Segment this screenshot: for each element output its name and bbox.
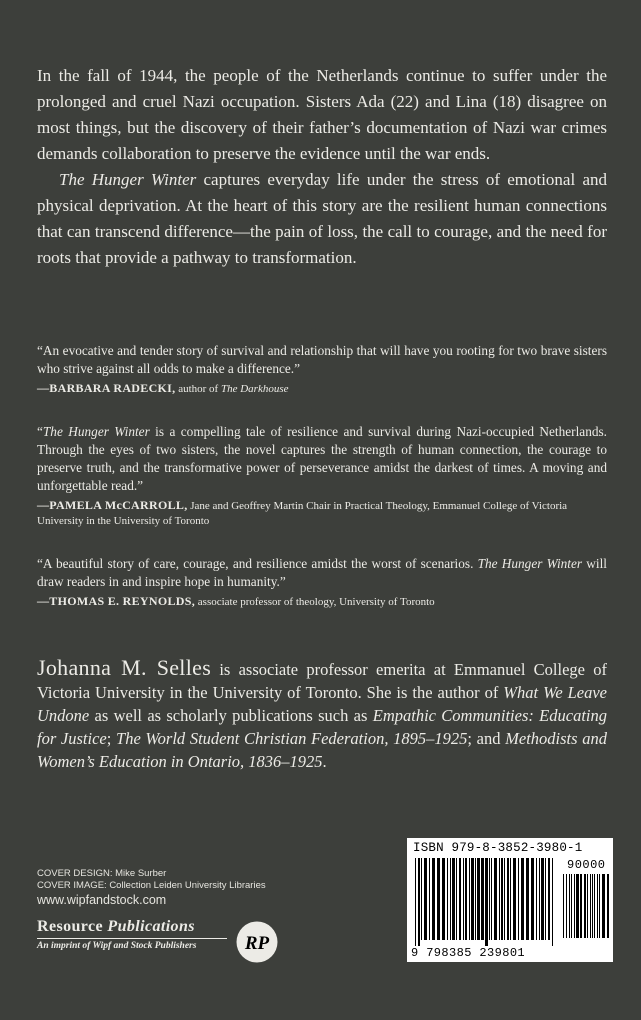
barcode-bar bbox=[421, 858, 422, 940]
barcode-bar bbox=[510, 858, 511, 940]
author-bio bbox=[37, 656, 607, 773]
price-code: 90000 bbox=[567, 858, 606, 872]
bio-publication-title: The World Student Christian Federation, 1895–1925 bbox=[116, 729, 468, 748]
barcode-bar bbox=[548, 858, 550, 940]
bio-book-title: What We Leave Undone bbox=[37, 683, 607, 725]
endorser-affiliation: author of bbox=[175, 383, 221, 395]
barcode-bar bbox=[475, 858, 476, 940]
imprint-name: Wipf and Stock Publishers bbox=[92, 941, 197, 951]
endorsement-text bbox=[37, 423, 607, 495]
barcode-bar bbox=[447, 858, 448, 940]
barcode-bar bbox=[552, 858, 553, 946]
barcode-bar bbox=[571, 874, 572, 938]
barcode-bar bbox=[566, 874, 567, 938]
isbn-barcode bbox=[407, 838, 613, 962]
barcode-bar bbox=[463, 858, 464, 940]
publisher-imprint bbox=[37, 918, 237, 951]
barcode-bar bbox=[597, 874, 598, 938]
blurb-paragraph-1: In the fall of 1944, the people of the Netherlands continue to suffer under the prolonged and cruel Nazi occupation. Sisters Ada (22) and Lina (18) disagree on most things, but the discovery of their father’s documentation of Nazi war crimes demands collaboration to preserve the evidence until the war ends. bbox=[37, 66, 607, 163]
barcode-bar bbox=[594, 874, 595, 938]
bio-text: ; bbox=[106, 729, 117, 748]
barcode-bar bbox=[485, 858, 488, 946]
barcode-bar bbox=[599, 874, 600, 938]
barcode-bar bbox=[584, 874, 586, 938]
barcode-bar bbox=[576, 874, 579, 938]
book-title: The Hunger Winter bbox=[59, 170, 197, 189]
barcode-bar bbox=[471, 858, 474, 940]
isbn-label: ISBN 979-8-3852-3980-1 bbox=[413, 841, 583, 855]
endorsement-body: will draw readers in and inspire hope in humanity.” bbox=[37, 556, 607, 589]
barcode-bar bbox=[477, 858, 480, 940]
barcode-bar bbox=[513, 858, 516, 940]
endorser-affiliation: Jane and Geoffrey Martin Chair in Practical Theology, Emmanuel College of Victoria University in the University of Toronto bbox=[37, 500, 568, 527]
logo-text: RP bbox=[244, 933, 270, 954]
barcode-bar bbox=[469, 858, 470, 940]
endorser-name: —BARBARA RADECKI, bbox=[37, 381, 176, 395]
barcode-bar bbox=[437, 858, 440, 940]
back-cover-blurb bbox=[37, 63, 607, 271]
endorser-name: —PAMELA McCARROLL, bbox=[37, 498, 188, 512]
bio-text: . bbox=[322, 752, 327, 771]
barcode-bar bbox=[518, 858, 519, 940]
endorsement-attribution bbox=[37, 498, 607, 529]
barcode-bar bbox=[607, 874, 609, 938]
barcode-bar bbox=[418, 858, 420, 946]
barcode-bar bbox=[580, 874, 582, 938]
barcode-bar bbox=[526, 858, 529, 940]
barcode-bar bbox=[602, 874, 605, 938]
barcode-bar bbox=[587, 874, 588, 938]
barcode-bar bbox=[489, 858, 490, 940]
ean13-barcode bbox=[415, 858, 555, 946]
barcode-bar bbox=[442, 858, 445, 940]
blurb-paragraph-2 bbox=[37, 167, 607, 271]
imprint-line bbox=[37, 941, 237, 951]
endorser-name: —THOMAS E. REYNOLDS, bbox=[37, 594, 196, 608]
endorsement-attribution bbox=[37, 594, 607, 610]
endorsement-reynolds bbox=[37, 555, 607, 610]
price-barcode bbox=[563, 874, 609, 944]
barcode-bar bbox=[459, 858, 461, 940]
barcode-bar bbox=[424, 858, 427, 940]
barcode-bar bbox=[481, 858, 484, 940]
barcode-bar bbox=[465, 858, 467, 940]
barcode-bar bbox=[531, 858, 534, 940]
publisher-name-plain: Resource bbox=[37, 918, 108, 935]
barcode-bar bbox=[491, 858, 492, 940]
isbn-digits: 9 798385 239801 bbox=[411, 946, 526, 960]
bio-publication-title: Methodists and Women’s Education in Ontario, 1836–1925 bbox=[37, 729, 607, 771]
imprint-prefix: An imprint of bbox=[37, 941, 93, 951]
barcode-bar bbox=[501, 858, 503, 940]
barcode-bar bbox=[499, 858, 500, 940]
endorsement-attribution bbox=[37, 381, 607, 397]
bio-text: as well as scholarly publications such as bbox=[89, 706, 373, 725]
author-name: Johanna M. Selles bbox=[37, 655, 212, 680]
endorser-book-title: The Darkhouse bbox=[220, 383, 289, 395]
barcode-bar bbox=[432, 858, 435, 940]
endorsement-radecki bbox=[37, 342, 607, 397]
barcode-bar bbox=[521, 858, 524, 940]
open-quote: “ bbox=[37, 424, 43, 439]
barcode-bar bbox=[450, 858, 451, 940]
publisher-name-italic: Publications bbox=[107, 918, 195, 935]
barcode-bar bbox=[507, 858, 509, 940]
bio-text: is associate professor emerita at Emmanuel College of Victoria University in the University of Toronto. She is the author of bbox=[37, 660, 607, 702]
bio-publication-title: Empathic Communities: Educating for Justice bbox=[37, 706, 608, 748]
barcode-bar bbox=[541, 858, 544, 940]
endorsement-body-start: “A beautiful story of care, courage, and resilience amidst the worst of scenarios. bbox=[37, 556, 478, 571]
cover-design-credit: COVER DESIGN: Mike Surber bbox=[37, 868, 167, 879]
barcode-bar bbox=[592, 874, 593, 938]
barcode-bar bbox=[536, 858, 537, 940]
endorsement-text: “An evocative and tender story of survival and relationship that will have you rooting for two brave sisters who strive against all odds to make a difference.” bbox=[37, 343, 607, 376]
barcode-bar bbox=[545, 858, 546, 940]
endorser-affiliation: associate professor of theology, University of Toronto bbox=[195, 596, 435, 608]
barcode-bar bbox=[415, 858, 416, 946]
barcode-bar bbox=[539, 858, 540, 940]
barcode-bar bbox=[574, 874, 575, 938]
publisher-logo-icon bbox=[236, 921, 278, 963]
barcode-bar bbox=[504, 858, 505, 940]
barcode-bar bbox=[590, 874, 591, 938]
barcode-bar bbox=[563, 874, 564, 938]
endorsements bbox=[37, 342, 607, 636]
endorsement-mccarroll bbox=[37, 423, 607, 529]
barcode-bar bbox=[452, 858, 455, 940]
endorsement-text bbox=[37, 555, 607, 591]
publisher-name bbox=[37, 918, 237, 936]
cover-image-credit: COVER IMAGE: Collection Leiden University Libraries bbox=[37, 880, 266, 891]
endorsement-body: is a compelling tale of resilience and survival during Nazi-occupied Netherlands. Through the eyes of two sisters, the novel captures the strength of human connection, the courage to preserve truth, and the transformative power of perseverance amidst the darkest of times. A moving and unforgettable read.” bbox=[37, 424, 607, 493]
publisher-website[interactable]: www.wipfandstock.com bbox=[37, 893, 167, 907]
book-title: The Hunger Winter bbox=[477, 556, 583, 571]
publisher-divider bbox=[37, 938, 227, 939]
bio-text: ; and bbox=[467, 729, 506, 748]
barcode-bar bbox=[456, 858, 457, 940]
blurb-paragraph-2-text: captures everyday life under the stress of emotional and physical deprivation. At the heart of this story are the resilient human connections that can transcend difference—the pain of loss, the call to courage, and the need for roots that provide a pathway to transformation. bbox=[37, 170, 607, 267]
barcode-bar bbox=[429, 858, 430, 940]
barcode-bar bbox=[569, 874, 570, 938]
cover-credits bbox=[37, 868, 266, 892]
book-title: The Hunger Winter bbox=[42, 424, 150, 439]
barcode-bar bbox=[494, 858, 497, 940]
